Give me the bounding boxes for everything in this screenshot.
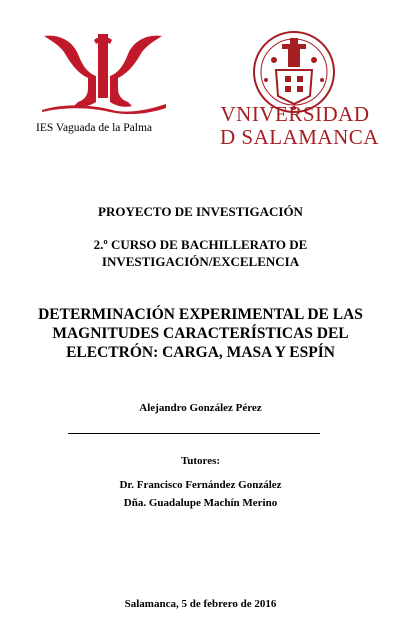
- title-line-3: ELECTRÓN: CARGA, MASA Y ESPÍN: [66, 344, 335, 361]
- title-line-2: MAGNITUDES CARACTERÍSTICAS DEL: [52, 325, 349, 342]
- author-name: Alejandro González Pérez: [139, 402, 262, 414]
- tutor-2: Dña. Guadalupe Machín Merino: [123, 497, 278, 509]
- document-date: Salamanca, 5 de febrero de 2016: [124, 598, 277, 610]
- project-type: PROYECTO DE INVESTIGACIÓN: [98, 204, 303, 219]
- course-heading: [0, 236, 401, 270]
- document-title: [0, 305, 401, 362]
- tutors-heading: Tutores:: [180, 455, 221, 467]
- university-name-line2: D SALAMANCA: [220, 125, 379, 149]
- course-line-2: INVESTIGACIÓN/EXCELENCIA: [101, 254, 300, 269]
- tutor-1: Dr. Francisco Fernández González: [119, 479, 282, 491]
- school-name: IES Vaguada de la Palma: [36, 122, 153, 134]
- university-name-line1: VNIVERSIDAD: [220, 102, 370, 126]
- signature-line: [68, 433, 320, 434]
- school-logo: [30, 32, 180, 140]
- title-line-1: DETERMINACIÓN EXPERIMENTAL DE LAS: [38, 306, 363, 323]
- school-emblem-icon: [38, 32, 168, 114]
- university-logo: [220, 30, 379, 150]
- course-line-1: 2.º CURSO DE BACHILLERATO DE: [93, 237, 308, 252]
